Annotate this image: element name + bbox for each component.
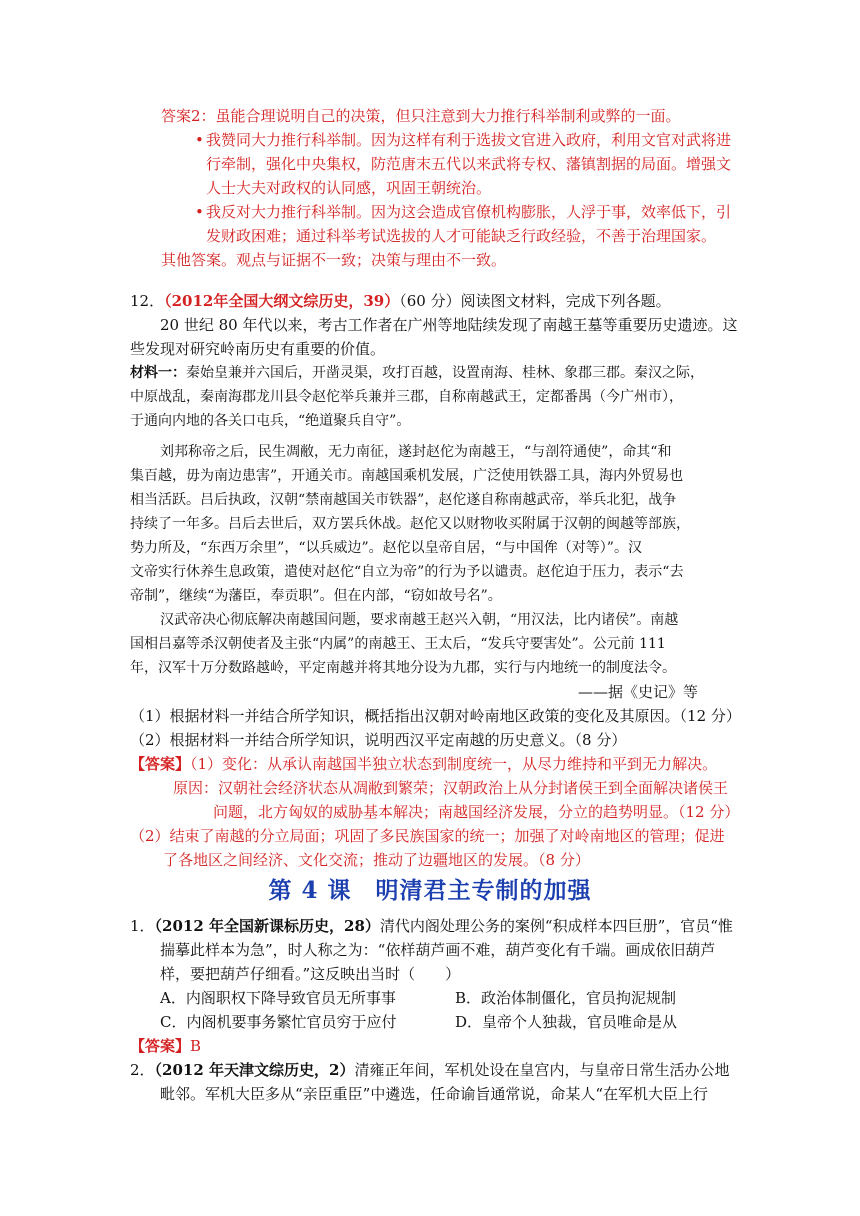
answer-2-line-1: （2）结束了南越的分立局面；巩固了多民族国家的统一；加强了对岭南地区的管理；促进 xyxy=(130,827,725,845)
question-12-header xyxy=(130,289,671,313)
answer-reason-line-1: 原因：汉朝社会经济状态从凋敝到繁荣；汉朝政治上从分封诸侯王到全面解决诸侯王 xyxy=(173,779,729,797)
material-line-7: 持续了一年多。吕后去世后，双方罢兵休战。赵佗又以财物收买附属于汉朝的闽越等部族， xyxy=(130,516,690,532)
lesson4-q2-line-1: 2．（2012 年天津文综历史，2）清雍正年间，军机处设在皇宫内，与皇帝日常生活办公地 xyxy=(130,1061,730,1079)
material-line-2: 中原战乱，秦南海郡龙川县令赵佗举兵兼并三郡，自称南越武王，定都番禺（今广州市）， xyxy=(130,389,683,405)
material-line-8: 势力所及，“东西万余里”，“以兵威边”。赵佗以皇帝自居，“与中国侔（对等）”。汉 xyxy=(130,540,642,556)
sub-question-1: （1）根据材料一并结合所学知识，概括指出汉朝对岭南地区政策的变化及其原因。（12 分） xyxy=(130,707,741,725)
bullet1-line-1: 我赞同大力推行科举制。因为这样有利于选拔文官进入政府，利用文官对武将进 xyxy=(206,131,732,149)
material-line-12: 国相吕嘉等杀汉朝使者及主张“内属”的南越王、王太后，“发兵守要害处”。公元前 111 xyxy=(130,636,666,652)
lesson-heading: 第 4 课 明清君主专制的加强 xyxy=(268,877,592,904)
bullet2-line-2: 发财政困难；通过科举考试选拔的人才可能缺乏行政经验，不善于治理国家。 xyxy=(206,227,717,245)
lesson4-q1-answer xyxy=(130,1034,201,1058)
lesson4-q1-line-2: 揣摹此样本为急”，时人称之为：“依样葫芦画不难，葫芦变化有千端。画成依旧葫芦 xyxy=(160,941,716,959)
intro-line-1: 20 世纪 80 年代以来，考古工作者在广州等地陆续发现了南越王墓等重要历史遗迹。这 xyxy=(160,316,738,334)
material-line-9: 文帝实行休养生息政策，遣使对赵佗“自立为帝”的行为予以谴责。赵佗迫于压力，表示“去 xyxy=(130,564,684,580)
material-line-11: 汉武帝决心彻底解决南越国问题，要求南越王赵兴入朝，“用汉法，比内诸侯”。南越 xyxy=(160,612,679,628)
material-line-4: 刘邦称帝之后，民生凋敝，无力南征，遂封赵佗为南越王，“与剖符通使”，命其“和 xyxy=(160,444,672,460)
option-a: A．内阁职权下降导致官员无所事事 xyxy=(160,989,396,1007)
question-source: （2012 年全国新课标历史，28） xyxy=(154,917,380,935)
other-answer-line: 其他答案。观点与证据不一致；决策与理由不一致。 xyxy=(161,251,507,269)
answer-value: B xyxy=(190,1037,202,1055)
bullet1-line-2: 行牵制，强化中央集权，防范唐末五代以来武将专权、藩镇割据的局面。增强文 xyxy=(206,155,732,173)
question-source: （2012 年天津文综历史，2） xyxy=(154,1061,355,1079)
lesson4-q2-line-2: 毗邻。军机大臣多从“亲臣重臣”中遴选，任命谕旨通常说，命某人“在军机大臣上行 xyxy=(160,1085,709,1103)
option-c: C．内阁机要事务繁忙官员穷于应付 xyxy=(160,1013,397,1031)
question-prompt: （60 分）阅读图文材料，完成下列各题。 xyxy=(399,292,671,310)
material-line-3: 于通向内地的各关口屯兵，“绝道聚兵自守”。 xyxy=(130,413,411,429)
bullet-icon: • xyxy=(195,131,204,149)
answer-reason-line-2: 问题，北方匈奴的威胁基本解决；南越国经济发展，分立的趋势明显。（12 分） xyxy=(213,803,740,821)
citation: ——据《史记》等 xyxy=(578,683,699,701)
material-line-6: 相当活跃。吕后执政，汉朝“禁南越国关市铁器”，赵佗遂自称南越武帝，举兵北犯，战争 xyxy=(130,492,677,508)
sub-question-2: （2）根据材料一并结合所学知识，说明西汉平定南越的历史意义。（8 分） xyxy=(130,731,627,749)
option-b: B．政治体制僵化，官员拘泥规制 xyxy=(455,989,677,1007)
material-line-13: 年，汉军十万分数路越岭，平定南越并将其地分设为九郡，实行与内地统一的制度法令。 xyxy=(130,660,676,676)
question-source: （2012年全国大纲文综历史，39） xyxy=(164,292,400,310)
bullet2-line-1: 我反对大力推行科举制。因为这会造成官僚机构膨胀，人浮于事，效率低下，引 xyxy=(206,203,732,221)
material-line-10: 帝制”，继续“为藩臣，奉贡职”。但在内部，“窃如故号名”。 xyxy=(130,588,502,604)
intro-line-2: 些发现对研究岭南历史有重要的价值。 xyxy=(130,340,386,358)
bullet-icon: • xyxy=(195,203,204,221)
lesson4-q1-line-3: 样，要把葫芦仔细看。”这反映出当时（ ） xyxy=(160,965,461,983)
material-line-5: 集百越，毋为南边患害”，开通关市。南越国乘机发展，广泛使用铁器工具，海内外贸易也 xyxy=(130,468,684,484)
answer-2-line-2: 了各地区之间经济、文化交流；推动了边疆地区的发展。（8 分） xyxy=(163,851,590,869)
material-label: 材料一： xyxy=(130,365,186,381)
bullet1-line-3: 人士大夫对政权的认同感，巩固王朝统治。 xyxy=(206,179,492,197)
answer-label: 【答案】 xyxy=(130,755,191,773)
lesson4-q1-line-1: 1．（2012 年全国新课标历史，28）清代内阁处理公务的案例“积成样本四巨册”，官员“惟 xyxy=(130,917,733,935)
answer-label: 【答案】 xyxy=(130,1037,191,1055)
answer-line-1: 【答案】（1）变化：从承认南越国半独立状态到制度统一，从尽力维持和平到无力解决。 xyxy=(130,755,718,773)
material-line-1: 材料一：秦始皇兼并六国后，开凿灵渠，攻打百越，设置南海、桂林、象郡三郡。秦汉之际， xyxy=(130,365,704,381)
answer-2-line: 答案2：虽能合理说明自己的决策，但只注意到大力推行科举制利或弊的一面。 xyxy=(161,107,681,125)
option-d: D．皇帝个人独裁，官员唯命是从 xyxy=(455,1013,678,1031)
question-number: 12． xyxy=(130,292,165,310)
